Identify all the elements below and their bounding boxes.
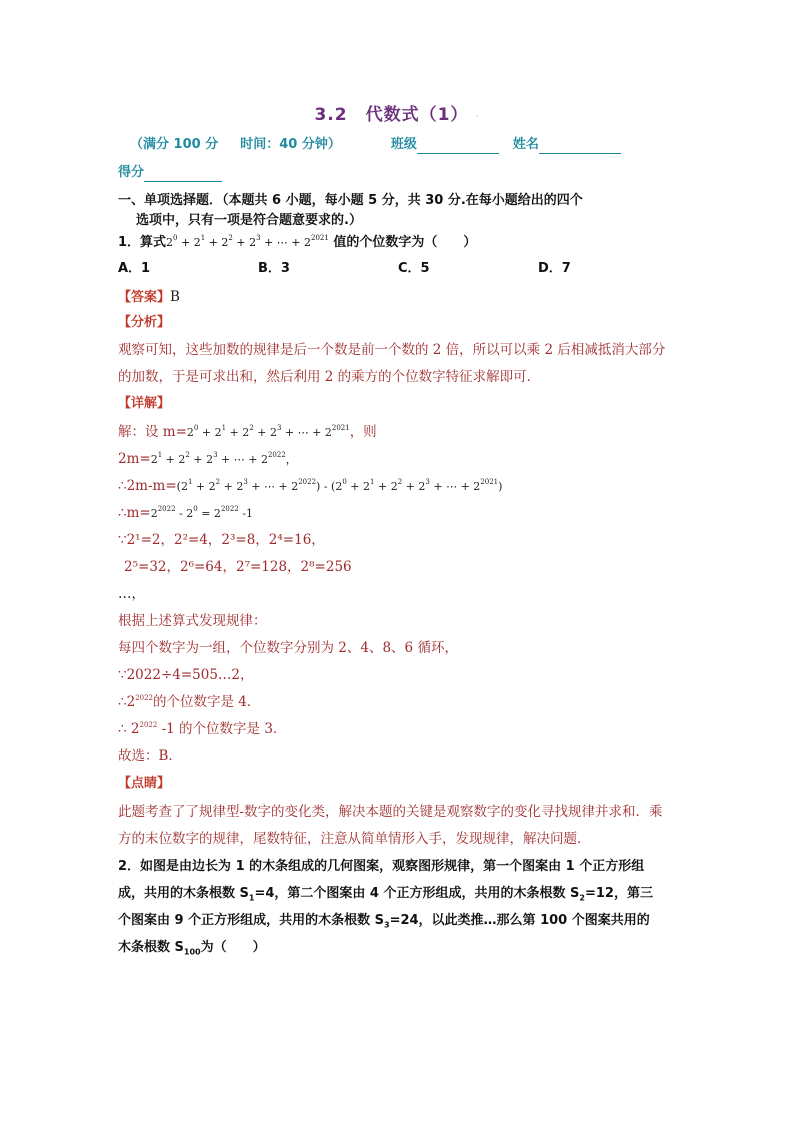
detail-11-exp: 2022	[135, 694, 154, 702]
full-score: （满分 100 分	[130, 137, 219, 152]
answer-line	[118, 288, 180, 307]
q2-sub-3: 3	[384, 920, 390, 930]
detail-line-7: …，	[118, 586, 145, 602]
comment-line-1: 此题考查了了规律型-数字的变化类，解决本题的关键是观察数字的变化寻找规律并求和．乘	[118, 804, 663, 820]
detail-1-expr: $2^0 + 2^1 + 2^2 + 2^3$ + ⋯ + $2^{2021}$	[186, 424, 350, 439]
score-blank[interactable]	[144, 167, 222, 182]
name-blank[interactable]	[539, 139, 621, 154]
q2-line-2	[118, 885, 653, 903]
detail-4-prefix: ∴m=	[118, 505, 151, 521]
class-blank[interactable]	[417, 139, 499, 154]
q2-line-4	[118, 939, 266, 957]
answer-label: 【答案】	[118, 290, 171, 305]
score-line	[118, 164, 222, 182]
section1-heading-2: 选项中，只有一项是符合题意要求的.）	[136, 213, 362, 228]
detail-2-prefix: 2m=	[118, 451, 151, 467]
q1-options	[118, 260, 678, 278]
detail-3-prefix: ∴2m-m=	[118, 478, 177, 494]
q2-line2-c: =12，第三	[584, 886, 653, 901]
detail-line-5: ∵2¹=2，2²=4，2³=8，2⁴=16，	[118, 532, 325, 548]
detail-1-suffix: ，则	[349, 424, 377, 440]
title-text: 3.2 代数式（1）	[314, 105, 469, 125]
detail-line-10: ∵2022÷4=505…2，	[118, 667, 254, 683]
q2-line4-a: 木条根数 S	[118, 940, 184, 955]
option-c[interactable]: C．5	[398, 261, 430, 276]
analysis-line-1: 观察可知，这些加数的规律是后一个数是前一个数的 2 倍，所以可以乘 2 后相减抵消大部分	[118, 342, 666, 358]
class-label: 班级	[390, 137, 417, 152]
detail-line-4	[118, 504, 253, 523]
detail-2-expr: $2^1 + 2^2 + 2^3$ + ⋯ + $2^{2022}$，	[150, 451, 297, 466]
detail-line-1	[118, 423, 377, 442]
detail-line-2	[118, 450, 297, 469]
detail-line-12	[118, 720, 286, 738]
analysis-label: 【分析】	[118, 315, 171, 330]
detail-12-exp: 2022	[139, 721, 158, 729]
detail-label: 【详解】	[118, 396, 171, 411]
comment-label: 【点睛】	[118, 776, 171, 791]
info-line	[130, 136, 621, 154]
q2-sub-100: 100	[183, 947, 201, 957]
score-label: 得分	[118, 165, 145, 180]
q1-stem-suffix: 值的个位数字为（ ）	[333, 235, 477, 250]
detail-3-expr: ($2^1 + 2^2 + 2^3$ + ⋯ + $2^{2022}) - (2^0 + 2^1 + 2^2 + 2^3$ + ⋯ + $2^{2021}$)	[176, 478, 503, 493]
q2-line-1: 2．如图是由边长为 1 的木条组成的几何图案，观察图形规律，第一个图案由 1 个正方形组	[118, 859, 645, 874]
detail-line-13: 故选：B．	[118, 748, 182, 764]
detail-line-11	[118, 693, 260, 711]
name-label: 姓名	[512, 137, 539, 152]
q1-stem-prefix: 1．算式	[118, 235, 167, 250]
detail-12-suffix: -1 的个位数字是 3．	[157, 721, 287, 737]
analysis-line-2: 的加数，于是可求出和，然后利用 2 的乘方的个位数字特征求解即可．	[118, 369, 541, 385]
answer-value: B	[170, 289, 180, 305]
q1-expression: $2^0 + 2^1 + 2^2 + 2^3$ + ⋯ + $2^{2021}$	[166, 234, 329, 249]
q1-stem	[118, 234, 476, 252]
q2-line2-a: 成，共用的木条根数 S	[118, 886, 249, 901]
title-mark: ·	[475, 112, 480, 123]
section1-heading-1: 一、单项选择题．（本题共 6 小题，每小题 5 分，共 30 分.在每小题给出的四个	[118, 193, 583, 208]
detail-line-8: 根据上述算式发现规律：	[118, 613, 267, 629]
detail-1-prefix: 解：设 m=	[118, 424, 187, 440]
q2-line3-a: 个图案由 9 个正方形组成，共用的木条根数 S	[118, 913, 384, 928]
q2-line4-b: 为（ ）	[200, 940, 266, 955]
q2-sub-2: 2	[579, 893, 585, 903]
q2-line3-b: =24，以此类推…那么第 100 个图案共用的	[389, 913, 650, 928]
detail-11-prefix: ∴2	[118, 694, 136, 710]
option-d[interactable]: D．7	[538, 261, 571, 276]
option-b[interactable]: B．3	[258, 261, 290, 276]
detail-line-9: 每四个数字为一组，个位数字分别为 2、4、8、6 循环，	[118, 640, 458, 656]
comment-line-2: 方的末位数字的规律，尾数特征，注意从简单情形入手，发现规律，解决问题．	[118, 831, 591, 847]
q2-sub-1: 1	[248, 893, 255, 903]
detail-11-suffix: 的个位数字是 4．	[153, 694, 261, 710]
detail-line-6: 2⁵=32，2⁶=64，2⁷=128，2⁸=256	[124, 559, 352, 575]
detail-12-prefix: ∴ 2	[118, 721, 140, 737]
time-limit: 时间：40 分钟）	[240, 137, 341, 152]
option-a[interactable]: A．1	[118, 261, 151, 276]
q2-line-3	[118, 912, 650, 930]
q2-line2-b: =4，第二个图案由 4 个正方形组成，共用的木条根数 S	[254, 886, 580, 901]
detail-4-expr: $2^{2022} - 2^0 = 2^{2022}$ -1	[150, 505, 253, 520]
detail-line-3	[118, 477, 502, 496]
page-title	[0, 100, 794, 125]
